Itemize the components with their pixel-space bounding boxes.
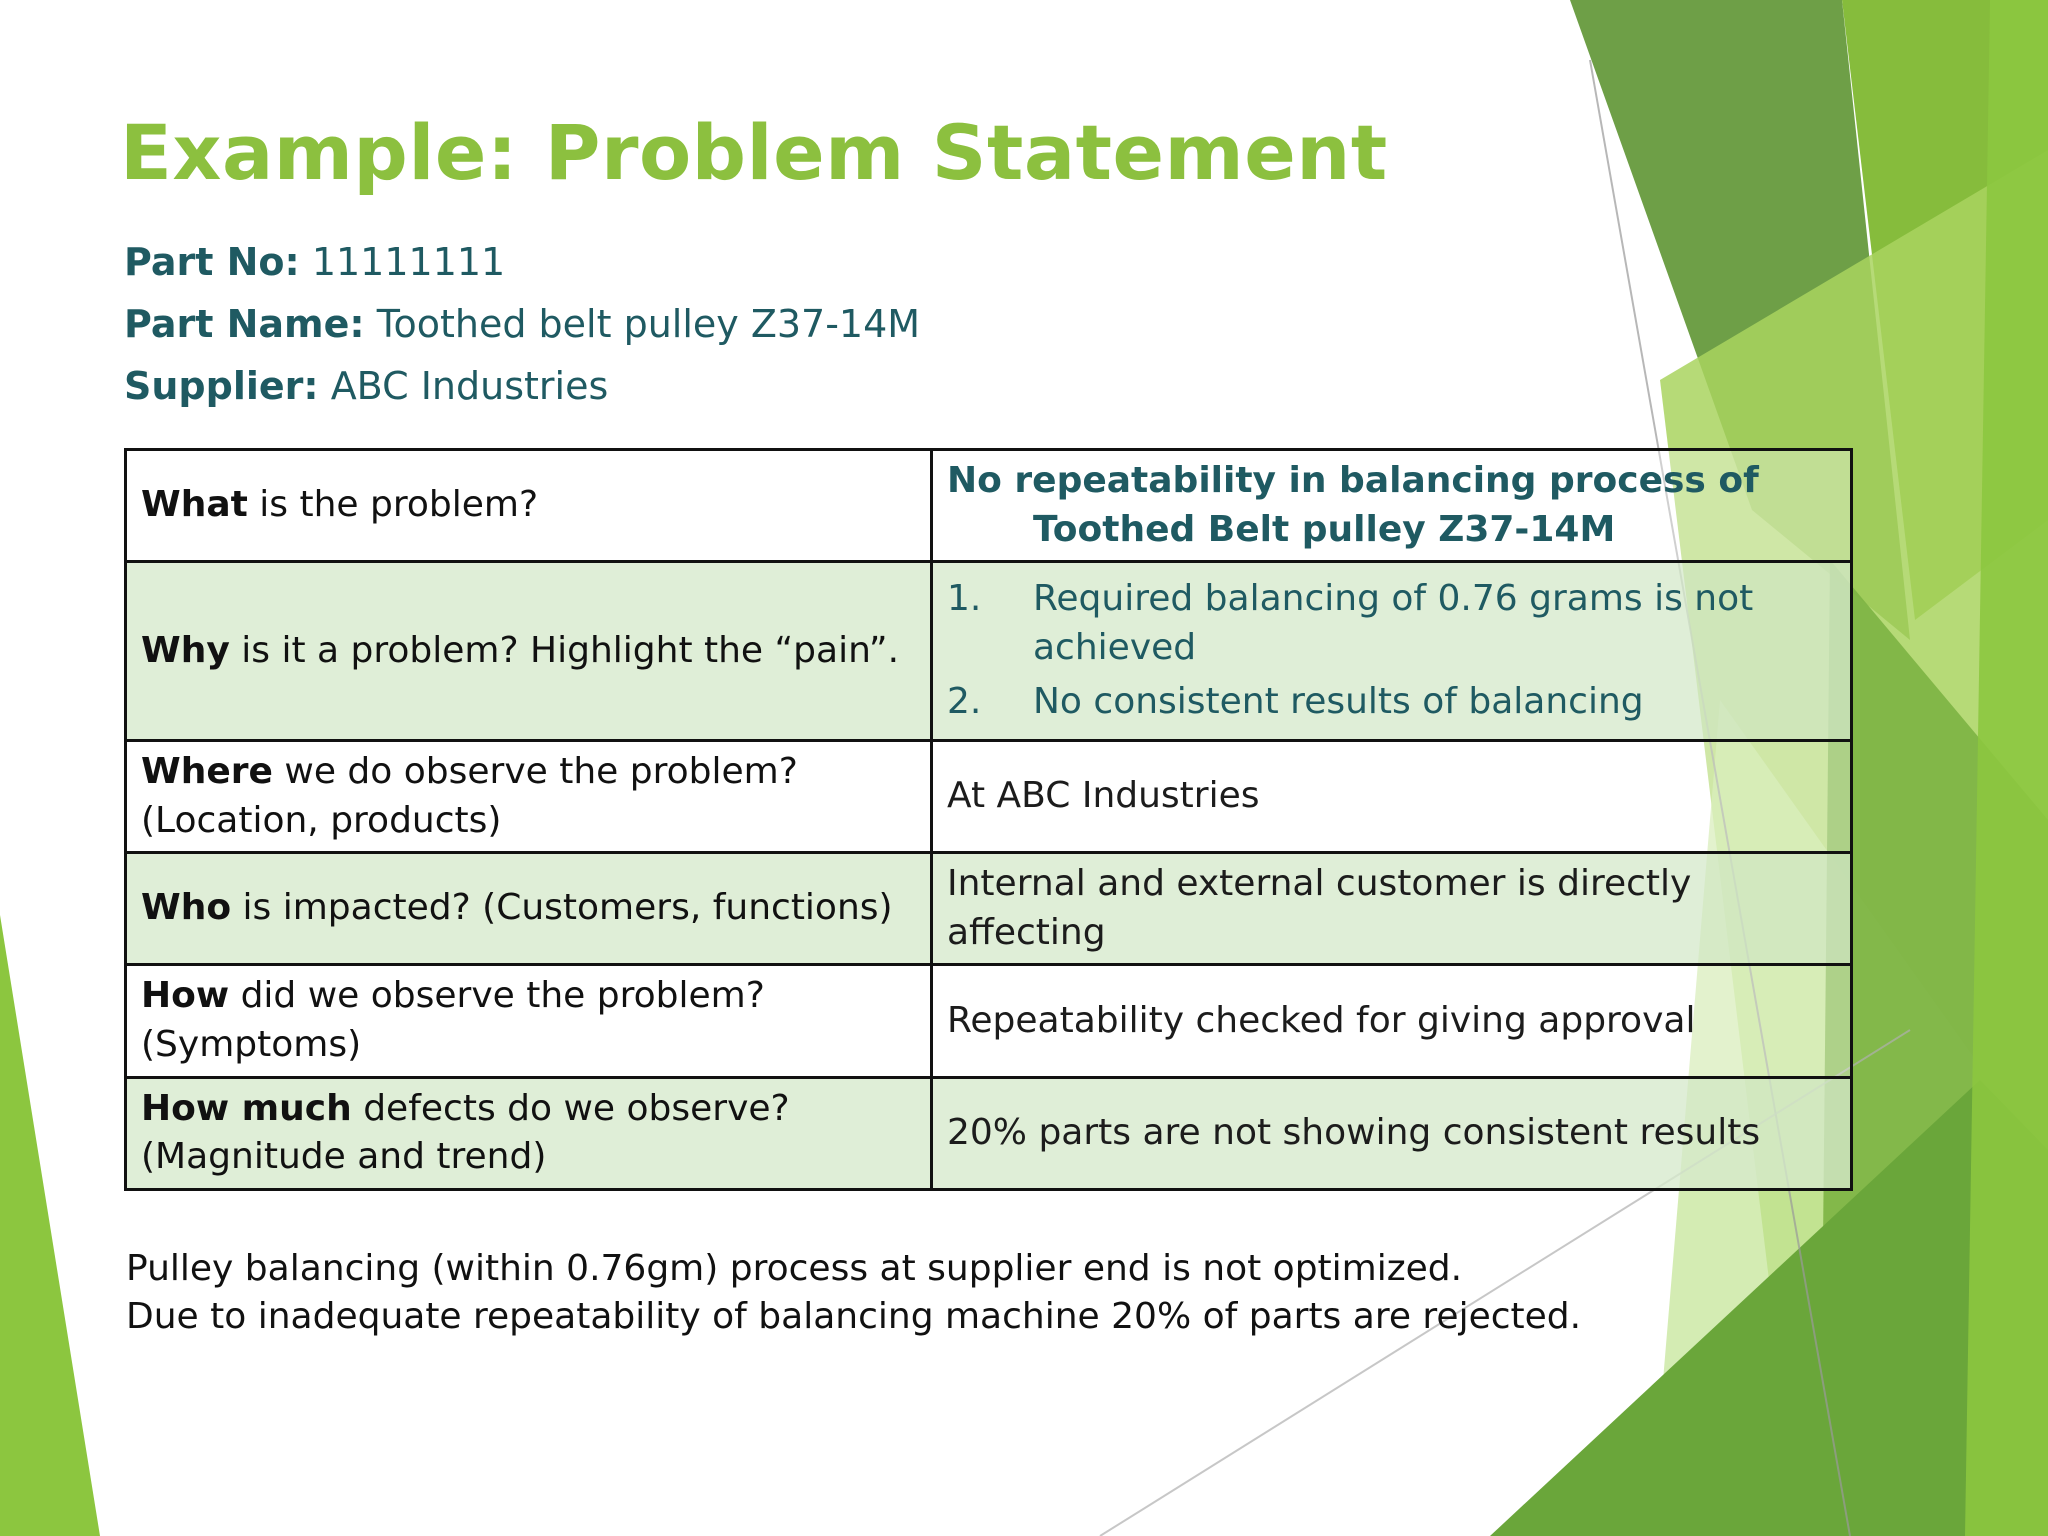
table-row-how-much <box>126 1077 1852 1189</box>
list-number: 1. <box>947 578 982 620</box>
question-cell: How much defects do we observe? (Magnitude and trend) <box>126 1077 932 1189</box>
answer-cell: Repeatability checked for giving approval <box>932 965 1852 1077</box>
part-number-line <box>124 240 505 284</box>
table-row-why <box>126 562 1852 741</box>
part-number-value: 11111111 <box>311 240 506 284</box>
question-cell: How did we observe the problem? (Symptoms) <box>126 965 932 1077</box>
slide-title: Example: Problem Statement <box>120 108 1388 197</box>
table-row-what <box>126 450 1852 562</box>
table-row-how <box>126 965 1852 1077</box>
table-row-who <box>126 853 1852 965</box>
question-cell: What is the problem? <box>126 450 932 562</box>
supplier-line <box>124 364 608 408</box>
list-item <box>947 678 1836 727</box>
answer-cell <box>932 562 1852 741</box>
summary-line-2: Due to inadequate repeatability of balancing machine 20% of parts are rejected. <box>126 1295 1582 1337</box>
question-cell: Why is it a problem? Highlight the “pain”. <box>126 562 932 741</box>
list-text: Required balancing of 0.76 grams is not achieved <box>1033 578 1754 668</box>
decor-left-sliver <box>0 915 100 1536</box>
supplier-label: Supplier: <box>124 364 319 408</box>
answer-cell: Internal and external customer is directly affecting <box>932 853 1852 965</box>
part-number-label: Part No: <box>124 240 300 284</box>
answer-line-2: Toothed Belt pulley Z37-14M <box>1033 508 1616 550</box>
summary-text <box>126 1245 1581 1340</box>
problem-statement-table <box>124 448 1853 1191</box>
answer-cell: 20% parts are not showing consistent results <box>932 1077 1852 1189</box>
answer-line-1: No repeatability in balancing process of <box>947 460 1759 501</box>
list-number: 2. <box>947 681 982 723</box>
part-name-label: Part Name: <box>124 302 365 346</box>
summary-line-1: Pulley balancing (within 0.76gm) process at supplier end is not optimized. <box>126 1248 1463 1289</box>
part-name-value: Toothed belt pulley Z37-14M <box>376 302 921 346</box>
table-row-where <box>126 740 1852 852</box>
list-text: No consistent results of balancing <box>1033 681 1644 723</box>
question-cell: Who is impacted? (Customers, functions) <box>126 853 932 965</box>
list-item <box>947 575 1836 672</box>
part-name-line <box>124 302 920 346</box>
answer-cell: At ABC Industries <box>932 740 1852 852</box>
answer-cell <box>932 450 1852 562</box>
supplier-value: ABC Industries <box>330 364 609 408</box>
question-cell: Where we do observe the problem?(Location, products) <box>126 740 932 852</box>
